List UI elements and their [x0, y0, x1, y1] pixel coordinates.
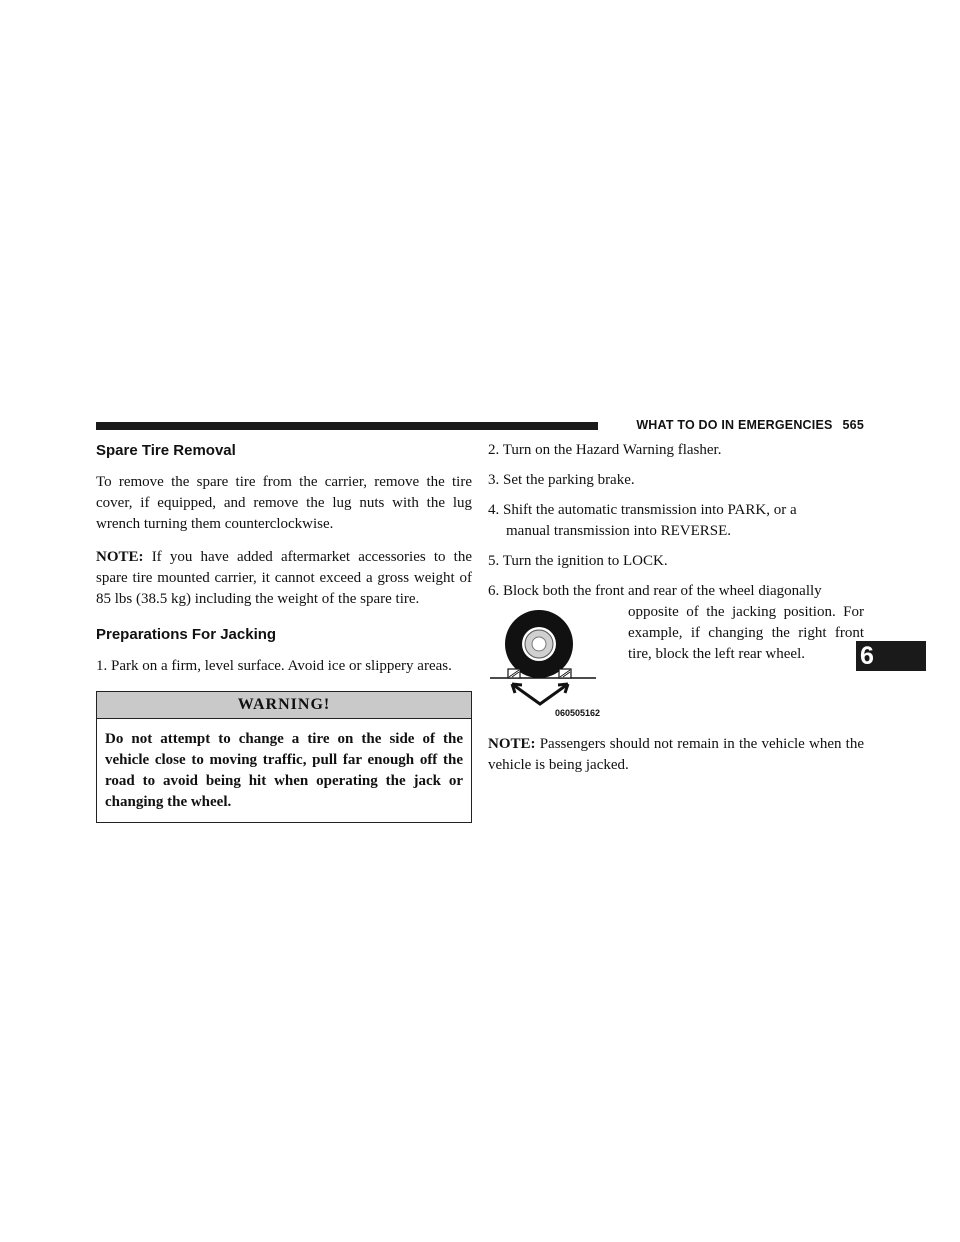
header-rule [96, 422, 598, 430]
note-aftermarket [96, 547, 472, 610]
jacking-steps [488, 440, 864, 720]
section-title: WHAT TO DO IN EMERGENCIES [636, 418, 833, 432]
chapter-tab[interactable]: 6 [856, 641, 926, 671]
step-6-continuation: opposite of the jacking position. For example, if changing the right front tire, block the left rear wheel. [628, 604, 864, 662]
left-column [96, 440, 472, 823]
step-4 [488, 500, 864, 542]
warning-text: Do not attempt to change a tire on the side of the vehicle close to moving traffic, pull far enough off the road to avoid being hit when operating the jack or changing the wheel. [105, 731, 463, 810]
figure-code: 060505162 [554, 708, 600, 718]
right-column [488, 440, 864, 776]
wheel-chock-illustration [488, 606, 600, 718]
step-4-continuation: manual transmission into REVERSE. [506, 523, 731, 539]
heading-spare-tire-removal: Spare Tire Removal [96, 442, 236, 459]
running-header [636, 418, 864, 432]
step-5: 5. Turn the ignition to LOCK. [488, 553, 668, 569]
note-text: If you have added aftermarket accessories to the spare tire mounted carrier, it cannot exceed a gross weight of 85 lbs (38.5 kg) including the weight of the spare tire. [96, 549, 473, 607]
note-label: NOTE: [488, 736, 536, 752]
note-label: NOTE: [96, 549, 144, 565]
warning-box [96, 691, 472, 823]
warning-title: WARNING! [97, 692, 471, 719]
note-text: Passengers should not remain in the vehicle when the vehicle is being jacked. [488, 736, 865, 773]
step-2: 2. Turn on the Hazard Warning flasher. [488, 442, 722, 458]
note-passengers [488, 734, 864, 776]
step-3: 3. Set the parking brake. [488, 472, 635, 488]
step-4-line: 4. Shift the automatic transmission into PARK, or a [488, 502, 797, 518]
step-6-wrap [488, 602, 864, 720]
spare-removal-paragraph: To remove the spare tire from the carrier, remove the tire cover, if equipped, and remove the lug nuts with the lug wrench turning them counterclockwise. [96, 474, 472, 532]
page-number: 565 [842, 418, 864, 432]
step-6-line: 6. Block both the front and rear of the wheel diagonally [488, 583, 822, 599]
step-1: 1. Park on a firm, level surface. Avoid ice or slippery areas. [96, 658, 452, 674]
heading-preparations-for-jacking: Preparations For Jacking [96, 626, 277, 643]
step-6 [488, 581, 864, 720]
